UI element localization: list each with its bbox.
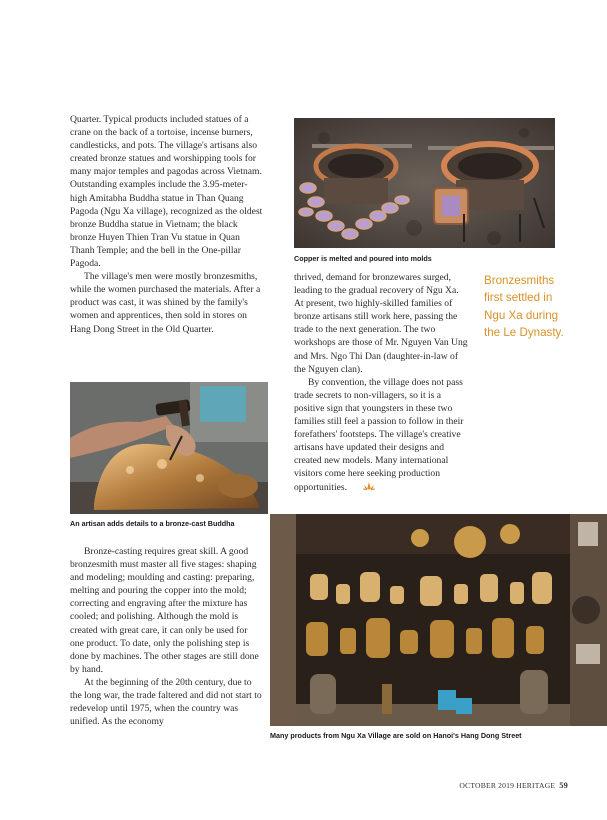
photo-copper-molds (294, 118, 555, 248)
pull-quote: Bronzesmiths first settled in Ngu Xa during the Le Dynasty. (484, 274, 564, 340)
article-column-left-bottom (70, 545, 262, 728)
article-column-middle (294, 271, 468, 494)
page-number: 59 (559, 781, 568, 790)
photo-artisan-buddha (70, 382, 268, 514)
paragraph: Quarter. Typical products included statues of a crane on the back of a tortoise, incense burners, candlesticks, and pots. The village's artisans also created bronze statues and worshipping tools for many major temples and pagodas across Vietnam. Outstanding examples include the 3.95-meter-high Amitabha Buddha statue in Than Quang Pagoda (Ngu Xa village), recognized as the oldest bronze Buddha statue in Vietnam; the black bronze Huyen Thien Tran Vu statue in Quan Thanh Temple; and the bell in the One-pillar Pagoda. (70, 114, 263, 270)
molds-illustration (294, 118, 555, 248)
lotus-end-mark-icon (349, 481, 375, 494)
caption-hang-dong-shop: Many products from Ngu Xa Village are sold on Hanoi's Hang Dong Street (270, 731, 522, 740)
footer-issue: OCTOBER 2019 HERITAGE (459, 781, 556, 790)
shop-illustration (270, 514, 607, 726)
paragraph-text: By convention, the village does not pass trade secrets to non-villagers, so it is a positive sign that youngsters in these two families still feel a passion to follow in their forefathers' footsteps. The village's creative artisans have updated their designs and created new models. Many international visitors come here seeking production opportunities. (294, 376, 464, 493)
page-footer (440, 781, 568, 790)
caption-copper-molds: Copper is melted and poured into molds (294, 254, 432, 263)
artisan-illustration (70, 382, 268, 514)
paragraph: Bronze-casting requires great skill. A good bronzesmith must master all five stages: shaping and modeling; moulding and casting: preparing, melting and pouring the copper into the mold; correcting and engraving after the mixture has cooled; and polishing. Although the mold is created with great care, it can only be used for one product. To date, only the polishing step is done by machines. The other stages are still done by hand. (70, 546, 259, 675)
paragraph: thrived, demand for bronzewares surged, leading to the gradual recovery of Ngu Xa. At present, two highly-skilled families of bronze artisans still work here, passing the trade to the next generation. The two workshops are those of Mr. Nguyen Van Ung and Mrs. Ngo Thi Dan (daughter-in-law of the Nguyen clan). (294, 272, 468, 375)
caption-artisan-buddha: An artisan adds details to a bronze-cast Buddha (70, 519, 235, 528)
photo-hang-dong-shop (270, 514, 607, 726)
paragraph: The village's men were mostly bronzesmiths, while the women purchased the materials. After a product was cast, it was shined by the family's women and apprentices, then sold in stores on Hang Dong Street in the Old Quarter. (70, 271, 261, 335)
article-column-left-top (70, 113, 264, 336)
paragraph-with-end-mark (294, 376, 468, 494)
paragraph: At the beginning of the 20th century, due to the long war, the trade faltered and did not start to redevelop until 1975, when the country was unified. As the economy (70, 676, 262, 728)
